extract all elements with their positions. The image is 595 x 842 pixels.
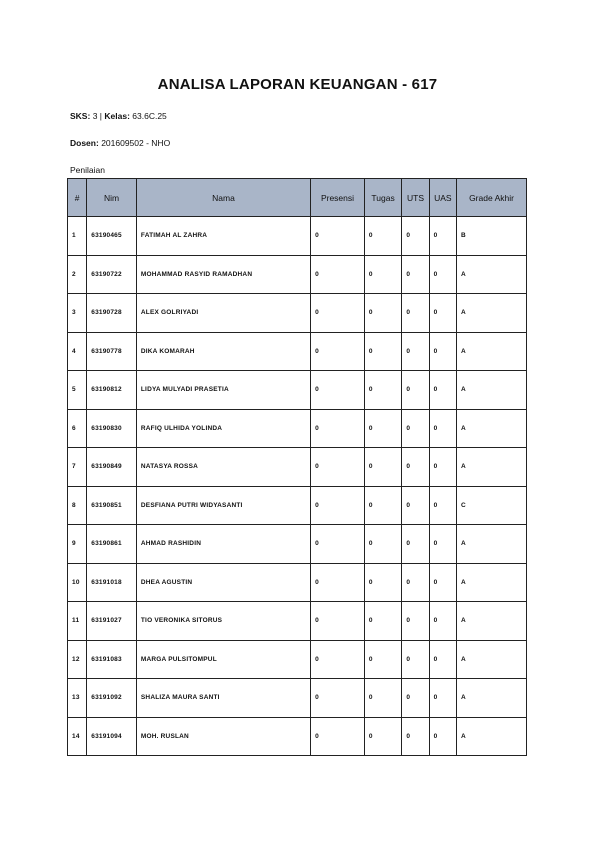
table-row	[68, 640, 527, 679]
cell-uas: 0	[429, 679, 456, 718]
cell-tugas: 0	[364, 525, 401, 564]
cell-number: 2	[68, 255, 87, 294]
separator: |	[99, 111, 103, 121]
header-nim: Nim	[87, 179, 137, 217]
table-row	[68, 602, 527, 641]
cell-uas: 0	[429, 486, 456, 525]
cell-nama: DESFIANA PUTRI WIDYASANTI	[136, 486, 310, 525]
cell-nim: 63191027	[87, 602, 137, 641]
cell-presensi: 0	[311, 486, 365, 525]
cell-uas: 0	[429, 602, 456, 641]
cell-number: 1	[68, 217, 87, 256]
cell-uts: 0	[402, 525, 429, 564]
cell-number: 8	[68, 486, 87, 525]
cell-nama: LIDYA MULYADI PRASETIA	[136, 371, 310, 410]
table-row	[68, 371, 527, 410]
cell-uts: 0	[402, 602, 429, 641]
cell-presensi: 0	[311, 602, 365, 641]
cell-nim: 63190465	[87, 217, 137, 256]
cell-tugas: 0	[364, 409, 401, 448]
cell-uas: 0	[429, 217, 456, 256]
cell-nim: 63191094	[87, 717, 137, 756]
cell-uts: 0	[402, 217, 429, 256]
cell-presensi: 0	[311, 255, 365, 294]
cell-uas: 0	[429, 255, 456, 294]
cell-grade: A	[457, 525, 527, 564]
cell-uas: 0	[429, 563, 456, 602]
cell-nim: 63190778	[87, 332, 137, 371]
cell-grade: A	[457, 371, 527, 410]
header-number: #	[68, 179, 87, 217]
cell-presensi: 0	[311, 717, 365, 756]
cell-grade: A	[457, 640, 527, 679]
table-row	[68, 294, 527, 333]
cell-uts: 0	[402, 255, 429, 294]
cell-grade: B	[457, 217, 527, 256]
table-row	[68, 255, 527, 294]
table-row	[68, 217, 527, 256]
cell-tugas: 0	[364, 563, 401, 602]
header-tugas: Tugas	[364, 179, 401, 217]
cell-number: 7	[68, 448, 87, 487]
cell-uas: 0	[429, 448, 456, 487]
cell-tugas: 0	[364, 602, 401, 641]
header-presensi: Presensi	[311, 179, 365, 217]
cell-tugas: 0	[364, 448, 401, 487]
cell-nim: 63190728	[87, 294, 137, 333]
cell-presensi: 0	[311, 217, 365, 256]
header-grade-akhir: Grade Akhir	[457, 179, 527, 217]
table-header-row	[68, 179, 527, 217]
cell-uts: 0	[402, 371, 429, 410]
header-uts: UTS	[402, 179, 429, 217]
table-row	[68, 409, 527, 448]
table-row	[68, 563, 527, 602]
sks-label: SKS:	[70, 111, 91, 121]
cell-presensi: 0	[311, 563, 365, 602]
cell-nim: 63190722	[87, 255, 137, 294]
cell-nim: 63191083	[87, 640, 137, 679]
dosen-value: 201609502 - NHO	[101, 138, 171, 148]
cell-nama: SHALIZA MAURA SANTI	[136, 679, 310, 718]
cell-nama: TIO VERONIKA SITORUS	[136, 602, 310, 641]
cell-nim: 63190851	[87, 486, 137, 525]
cell-tugas: 0	[364, 294, 401, 333]
kelas-value: 63.6C.25	[132, 111, 167, 121]
cell-nama: DIKA KOMARAH	[136, 332, 310, 371]
cell-uas: 0	[429, 332, 456, 371]
cell-uas: 0	[429, 371, 456, 410]
cell-grade: A	[457, 294, 527, 333]
cell-uas: 0	[429, 409, 456, 448]
cell-uts: 0	[402, 717, 429, 756]
dosen-label: Dosen:	[70, 138, 99, 148]
cell-nama: MOH. RUSLAN	[136, 717, 310, 756]
cell-tugas: 0	[364, 717, 401, 756]
cell-uts: 0	[402, 563, 429, 602]
cell-grade: A	[457, 332, 527, 371]
cell-tugas: 0	[364, 371, 401, 410]
cell-number: 13	[68, 679, 87, 718]
table-row	[68, 717, 527, 756]
grades-table	[67, 178, 527, 756]
cell-nama: RAFIQ ULHIDA YOLINDA	[136, 409, 310, 448]
cell-grade: A	[457, 448, 527, 487]
cell-grade: C	[457, 486, 527, 525]
kelas-label: Kelas:	[104, 111, 130, 121]
cell-tugas: 0	[364, 486, 401, 525]
cell-grade: A	[457, 409, 527, 448]
cell-presensi: 0	[311, 294, 365, 333]
page-title: ANALISA LAPORAN KEUANGAN - 617	[157, 76, 438, 93]
header-uas: UAS	[429, 179, 456, 217]
cell-uas: 0	[429, 640, 456, 679]
cell-uts: 0	[402, 640, 429, 679]
cell-number: 10	[68, 563, 87, 602]
cell-nim: 63191092	[87, 679, 137, 718]
cell-presensi: 0	[311, 371, 365, 410]
table-row	[68, 332, 527, 371]
cell-grade: A	[457, 563, 527, 602]
cell-grade: A	[457, 602, 527, 641]
cell-nama: MARGA PULSITOMPUL	[136, 640, 310, 679]
cell-grade: A	[457, 717, 527, 756]
cell-tugas: 0	[364, 217, 401, 256]
cell-presensi: 0	[311, 409, 365, 448]
cell-uts: 0	[402, 294, 429, 333]
cell-presensi: 0	[311, 448, 365, 487]
cell-nama: ALEX GOLRIYADI	[136, 294, 310, 333]
cell-number: 6	[68, 409, 87, 448]
cell-grade: A	[457, 255, 527, 294]
cell-tugas: 0	[364, 679, 401, 718]
table-row	[68, 448, 527, 487]
cell-nama: AHMAD RASHIDIN	[136, 525, 310, 564]
section-label: Penilaian	[70, 165, 105, 175]
course-info-line	[70, 111, 167, 121]
cell-nama: MOHAMMAD RASYID RAMADHAN	[136, 255, 310, 294]
cell-nim: 63190861	[87, 525, 137, 564]
cell-tugas: 0	[364, 332, 401, 371]
table-body	[68, 217, 527, 756]
cell-number: 5	[68, 371, 87, 410]
cell-uts: 0	[402, 448, 429, 487]
cell-number: 4	[68, 332, 87, 371]
cell-number: 11	[68, 602, 87, 641]
cell-nama: FATIMAH AL ZAHRA	[136, 217, 310, 256]
cell-nim: 63191018	[87, 563, 137, 602]
cell-tugas: 0	[364, 640, 401, 679]
cell-nama: NATASYA ROSSA	[136, 448, 310, 487]
cell-uas: 0	[429, 717, 456, 756]
table-row	[68, 525, 527, 564]
cell-number: 9	[68, 525, 87, 564]
cell-uts: 0	[402, 486, 429, 525]
lecturer-info-line	[70, 138, 170, 148]
cell-uts: 0	[402, 679, 429, 718]
cell-number: 3	[68, 294, 87, 333]
cell-presensi: 0	[311, 679, 365, 718]
cell-uts: 0	[402, 409, 429, 448]
cell-grade: A	[457, 679, 527, 718]
header-nama: Nama	[136, 179, 310, 217]
cell-presensi: 0	[311, 332, 365, 371]
cell-uas: 0	[429, 525, 456, 564]
cell-uts: 0	[402, 332, 429, 371]
cell-uas: 0	[429, 294, 456, 333]
sks-value: 3	[92, 111, 98, 121]
cell-number: 14	[68, 717, 87, 756]
cell-presensi: 0	[311, 525, 365, 564]
cell-nim: 63190812	[87, 371, 137, 410]
cell-tugas: 0	[364, 255, 401, 294]
cell-number: 12	[68, 640, 87, 679]
cell-nama: DHEA AGUSTIN	[136, 563, 310, 602]
table-row	[68, 486, 527, 525]
cell-nim: 63190849	[87, 448, 137, 487]
cell-nim: 63190830	[87, 409, 137, 448]
cell-presensi: 0	[311, 640, 365, 679]
table-row	[68, 679, 527, 718]
